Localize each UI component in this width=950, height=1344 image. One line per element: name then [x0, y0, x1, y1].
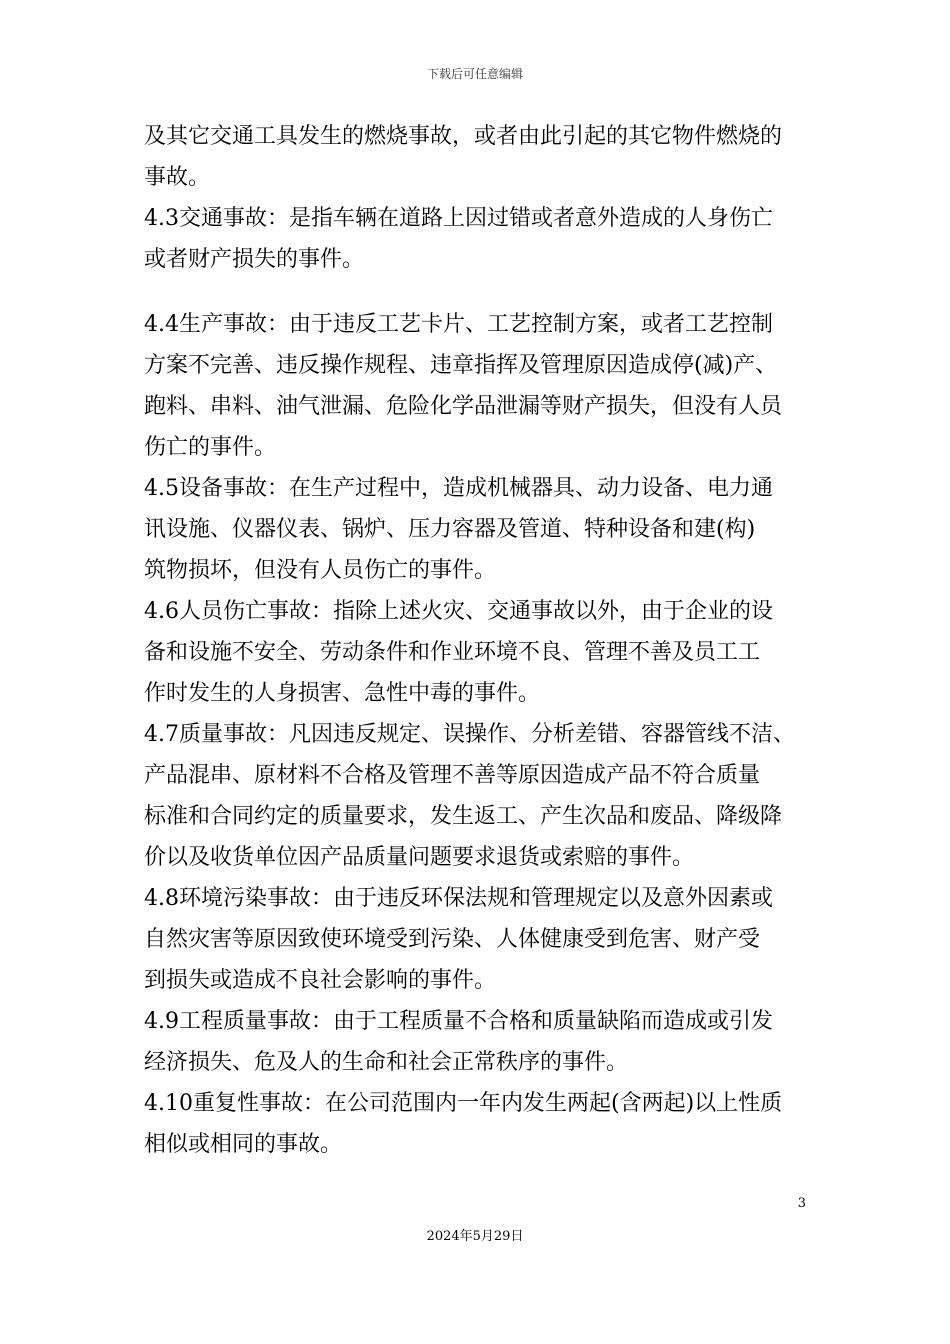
paragraph-production-accident: 4.4生产事故：由于违反工艺卡片、工艺控制方案，或者工艺控制 方案不完善、违反操作规程、违章指挥及管理原因造成停(减)产、 跑料、串料、油气泄漏、危险化学品泄漏等财产损失，但没有人员 伤亡的事件。: [144, 312, 783, 460]
paragraph-traffic-accident: 4.3交通事故：是指车辆在道路上因过错或者意外造成的人身伤亡 或者财产损失的事件。: [144, 206, 773, 272]
paragraph-quality-accident: 4.7质量事故：凡因违反规定、误操作、分析差错、容器管线不洁、 产品混串、原材料不合格及管理不善等原因造成产品不符合质量 标准和合同约定的质量要求，发生返工、产生次品和废品、降级降 价以及收货单位因产品质量问题要求退货或索赔的事件。: [144, 722, 795, 870]
document-body: [144, 116, 834, 1165]
page-number: 3: [797, 1196, 806, 1211]
paragraph-casualty-accident: 4.6人员伤亡事故：指除上述火灾、交通事故以外，由于企业的设 备和设施不安全、劳动条件和作业环境不良、管理不善及员工工 作时发生的人身损害、急性中毒的事件。: [144, 599, 773, 706]
paragraph-equipment-accident: 4.5设备事故：在生产过程中，造成机械器具、动力设备、电力通 讯设施、仪器仪表、锅炉、压力容器及管道、特种设备和建(构) 筑物损坏，但没有人员伤亡的事件。: [144, 476, 773, 583]
paragraph-engineering-quality-accident: 4.9工程质量事故：由于工程质量不合格和质量缺陷而造成或引发 经济损失、危及人的生命和社会正常秩序的事件。: [144, 1009, 773, 1075]
footer-date: 2024年5月29日: [426, 1229, 524, 1244]
paragraph-environmental-accident: 4.8环境污染事故：由于违反环保法规和管理规定以及意外因素或 自然灾害等原因致使环境受到污染、人体健康受到危害、财产受 到损失或造成不良社会影响的事件。: [144, 886, 773, 993]
paragraph-fire-continued: 及其它交通工具发生的燃烧事故，或者由此引起的其它物件燃烧的 事故。: [144, 124, 783, 190]
page-header: 下载后可任意编辑: [426, 67, 523, 81]
paragraph-repeated-accident: 4.10重复性事故：在公司范围内一年内发生两起(含两起)以上性质 相似或相同的事故。: [144, 1091, 783, 1157]
